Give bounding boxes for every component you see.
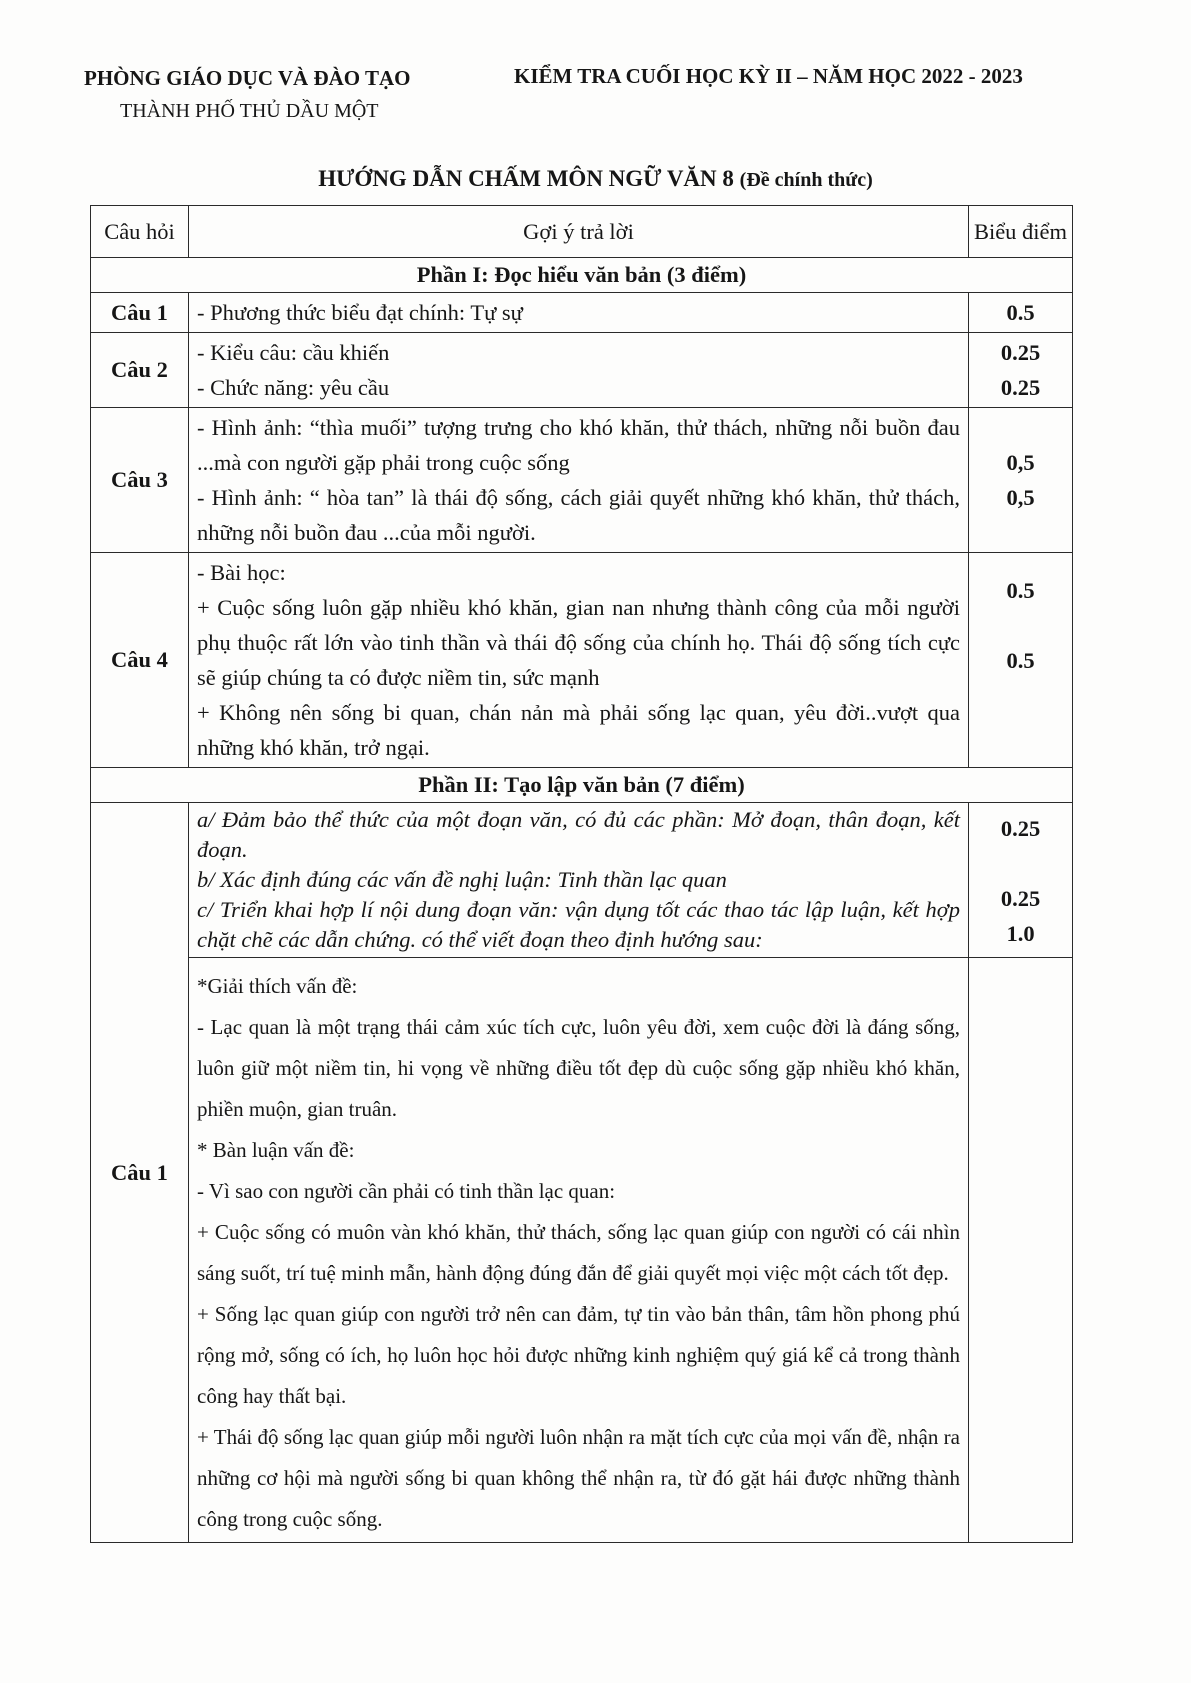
table-header-row bbox=[91, 206, 1073, 258]
table-row bbox=[91, 293, 1073, 333]
criteria-line: a/ Đảm bảo thể thức của một đoạn văn, có đủ các phần: Mở đoạn, thân đoạn, kết đoạn. bbox=[197, 807, 960, 862]
column-header-points: Biểu điểm bbox=[969, 206, 1073, 258]
answer-line: - Hình ảnh: “ hòa tan” là thái độ sống, cách giải quyết những khó khăn, thử thách, những nỗi buồn đau ...của mỗi người. bbox=[197, 485, 960, 545]
table-row bbox=[91, 958, 1073, 1543]
points-value: 0.25 bbox=[1000, 886, 1041, 911]
points-cell bbox=[969, 553, 1073, 768]
answer-line: - Kiểu câu: cầu khiến bbox=[197, 340, 390, 365]
criteria-line: b/ Xác định đúng các vấn đề nghị luận: Tinh thần lạc quan bbox=[197, 867, 727, 892]
title-sub: (Đề chính thức) bbox=[739, 169, 873, 191]
detail-line: - Vì sao con người cần phải có tinh thần lạc quan: bbox=[197, 1179, 616, 1203]
details-cell bbox=[189, 958, 969, 1543]
answer-cell bbox=[189, 333, 969, 408]
answer-line: - Hình ảnh: “thìa muối” tượng trưng cho khó khăn, thử thách, những nỗi buồn đau ...mà con người gặp phải trong cuộc sống bbox=[197, 415, 960, 475]
department-name: PHÒNG GIÁO DỤC VÀ ĐÀO TẠO bbox=[84, 66, 411, 90]
section-title-part1: Phần I: Đọc hiểu văn bản (3 điểm) bbox=[91, 258, 1073, 293]
answer-line: - Chức năng: yêu cầu bbox=[197, 375, 390, 400]
points-value: 0,5 bbox=[1006, 485, 1035, 510]
points-cell bbox=[969, 293, 1073, 333]
points-value: 0.25 bbox=[1000, 340, 1041, 365]
question-label: Câu 4 bbox=[91, 553, 189, 768]
points-cell bbox=[969, 333, 1073, 408]
question-label: Câu 3 bbox=[91, 408, 189, 553]
criteria-cell bbox=[189, 803, 969, 958]
page-title bbox=[0, 166, 1191, 192]
question-label: Câu 1 bbox=[91, 803, 189, 1543]
answer-line: + Cuộc sống luôn gặp nhiều khó khăn, gian nan nhưng thành công của mỗi người phụ thuộc rất lớn vào tinh thần và thái độ sống của chính họ. Thái độ sống tích cực sẽ giúp chúng ta có được niềm tin, sức mạnh bbox=[197, 595, 960, 690]
points-value: 0.5 bbox=[1006, 647, 1035, 673]
question-label: Câu 1 bbox=[91, 293, 189, 333]
points-cell bbox=[969, 803, 1073, 958]
answer-cell bbox=[189, 408, 969, 553]
detail-line: - Lạc quan là một trạng thái cảm xúc tích cực, luôn yêu đời, xem cuộc đời là đáng sống, luôn giữ một niềm tin, hi vọng về những điều tốt đẹp dù cuộc sống gặp nhiều khó khăn, phiền muộn, gian truân. bbox=[197, 1015, 960, 1121]
criteria-line: c/ Triển khai hợp lí nội dung đoạn văn: vận dụng tốt các thao tác lập luận, kết hợp chặt chẽ các dẫn chứng. có thể viết đoạn theo định hướng sau: bbox=[197, 897, 960, 952]
points-value: 0.25 bbox=[1000, 375, 1041, 400]
title-main: HƯỚNG DẪN CHẤM MÔN NGỮ VĂN 8 bbox=[318, 166, 734, 191]
exam-title: KIỂM TRA CUỐI HỌC KỲ II – NĂM HỌC 2022 - 2023 bbox=[514, 64, 1023, 88]
table-row bbox=[91, 803, 1073, 958]
points-cell-empty bbox=[969, 958, 1073, 1543]
table-row bbox=[91, 408, 1073, 553]
column-header-answer: Gợi ý trả lời bbox=[189, 206, 969, 258]
detail-line: * Bàn luận vấn đề: bbox=[197, 1138, 355, 1162]
section-row-part2 bbox=[91, 768, 1073, 803]
detail-line: *Giải thích vấn đề: bbox=[197, 974, 358, 998]
grading-table bbox=[90, 205, 1073, 1543]
points-value: 0.25 bbox=[1000, 816, 1041, 841]
points-value: 0.5 bbox=[1006, 300, 1035, 325]
points-value: 0.5 bbox=[1006, 577, 1035, 603]
points-cell bbox=[969, 408, 1073, 553]
detail-line: + Thái độ sống lạc quan giúp mỗi người luôn nhận ra mặt tích cực của mọi vấn đề, nhận ra những cơ hội mà người sống bi quan không thể nhận ra, từ đó gặt hái được những thành công trong cuộc sống. bbox=[197, 1425, 960, 1531]
detail-line: + Cuộc sống có muôn vàn khó khăn, thử thách, sống lạc quan giúp con người có cái nhìn sáng suốt, trí tuệ minh mẫn, hành động đúng đắn để giải quyết mọi việc một cách tốt đẹp. bbox=[197, 1220, 960, 1285]
column-header-question: Câu hỏi bbox=[91, 206, 189, 258]
city-name: THÀNH PHỐ THỦ DẦU MỘT bbox=[120, 100, 379, 122]
answer-cell bbox=[189, 293, 969, 333]
answer-line: + Không nên sống bi quan, chán nản mà phải sống lạc quan, yêu đời..vượt qua những khó khăn, trở ngại. bbox=[197, 700, 960, 760]
table-row bbox=[91, 553, 1073, 768]
points-value: 1.0 bbox=[1006, 921, 1035, 946]
points-value: 0,5 bbox=[1006, 450, 1035, 475]
question-label: Câu 2 bbox=[91, 333, 189, 408]
answer-cell bbox=[189, 553, 969, 768]
section-title-part2: Phần II: Tạo lập văn bản (7 điểm) bbox=[91, 768, 1073, 803]
detail-line: + Sống lạc quan giúp con người trở nên can đảm, tự tin vào bản thân, tâm hồn phong phú rộng mở, sống có ích, họ luôn học hỏi được những kinh nghiệm quý giá kể cả trong thành công hay thất bại. bbox=[197, 1302, 960, 1408]
section-row-part1 bbox=[91, 258, 1073, 293]
answer-line: - Phương thức biểu đạt chính: Tự sự bbox=[197, 300, 523, 325]
answer-line: - Bài học: bbox=[197, 560, 286, 585]
table-row bbox=[91, 333, 1073, 408]
